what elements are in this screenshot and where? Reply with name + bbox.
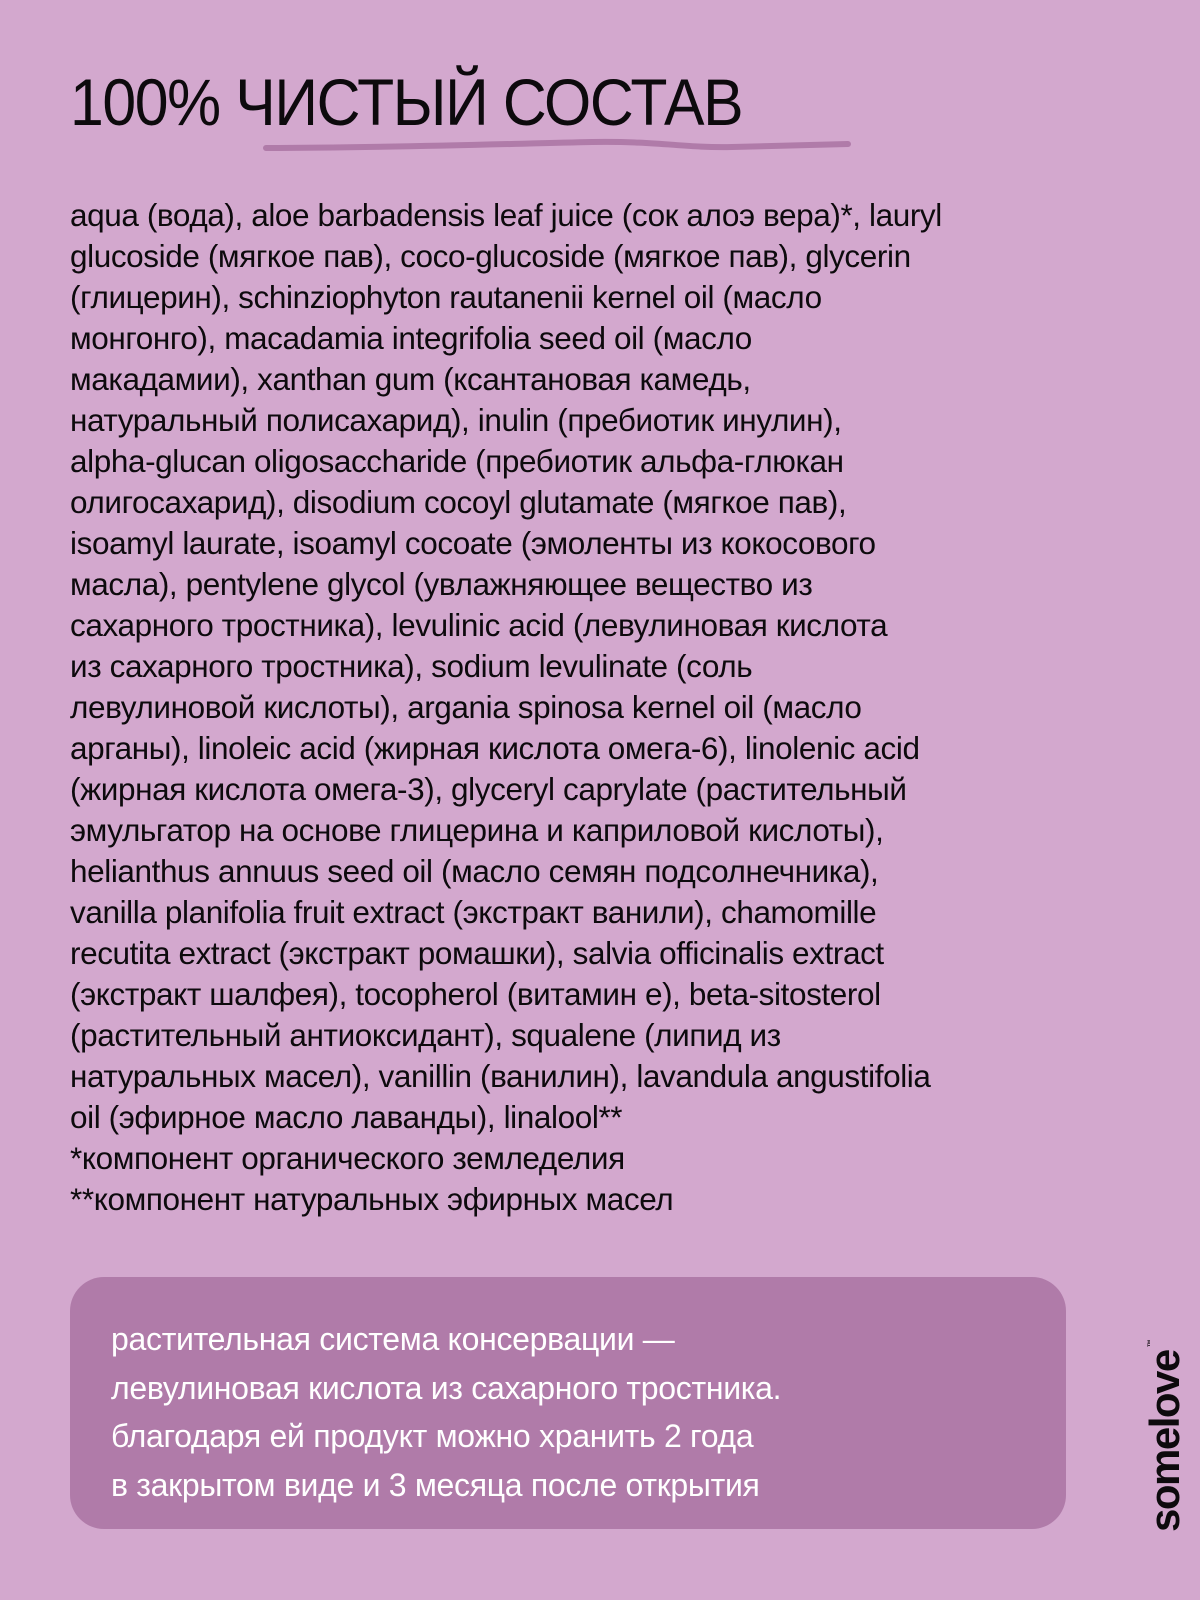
card-line: левулиновая кислота из сахарного тростника.	[111, 1369, 782, 1406]
ingredients-line: helianthus annuus seed oil (масло семян подсолнечника),	[70, 853, 879, 889]
page-title: 100% ЧИСТЫЙ СОСТАВ	[70, 65, 743, 139]
card-line: в закрытом виде и 3 месяца после открытия	[111, 1466, 760, 1503]
ingredients-line: левулиновой кислоты), argania spinosa kernel oil (масло	[70, 689, 862, 725]
ingredients-line: (растительный антиоксидант), squalene (липид из	[70, 1017, 781, 1053]
ingredients-line: натуральных масел), vanillin (ванилин), lavandula angustifolia	[70, 1058, 931, 1094]
ingredients-line: натуральный полисахарид), inulin (пребиотик инулин),	[70, 402, 842, 438]
ingredients-line: макадамии), xanthan gum (ксантановая камедь,	[70, 361, 751, 397]
ingredients-list	[70, 195, 1130, 1220]
ingredients-line: монгонго), macadamia integrifolia seed oil (масло	[70, 320, 752, 356]
card-line: благодаря ей продукт можно хранить 2 года	[111, 1418, 754, 1454]
ingredients-line: эмульгатор на основе глицерина и каприловой кислоты),	[70, 812, 884, 848]
trademark-symbol: ™	[1146, 1339, 1155, 1348]
footnote-organic: *компонент органического земледелия	[70, 1140, 625, 1176]
ingredients-line: (экстракт шалфея), tocopherol (витамин е), beta-sitosterol	[70, 976, 881, 1012]
ingredients-line: recutita extract (экстракт ромашки), salvia officinalis extract	[70, 935, 884, 971]
ingredients-line: олигосахарид), disodium cocoyl glutamate (мягкое пав),	[70, 484, 847, 520]
footnote-essential-oils: **компонент натуральных эфирных масел	[70, 1181, 674, 1217]
page-header	[70, 62, 801, 142]
ingredients-line: арганы), linoleic acid (жирная кислота омега-6), linolenic acid	[70, 730, 920, 766]
ingredients-line: isoamyl laurate, isoamyl cocoate (эмоленты из кокосового	[70, 525, 876, 561]
ingredients-line: (глицерин), schinziophyton rautanenii kernel oil (масло	[70, 279, 822, 315]
card-line: растительная система консервации —	[111, 1321, 675, 1357]
ingredients-line: alpha-glucan oligosaccharide (пребиотик альфа-глюкан	[70, 443, 844, 479]
ingredients-line: glucoside (мягкое пав), coco-glucoside (мягкое пав), glycerin	[70, 238, 911, 274]
preservation-info-card	[70, 1277, 1066, 1529]
title-underline-stroke	[262, 136, 852, 156]
ingredients-line: из сахарного тростника), sodium levulinate (соль	[70, 648, 753, 684]
ingredients-line: aqua (вода), aloe barbadensis leaf juice (сок алоэ вера)*, lauryl	[70, 197, 942, 233]
brand-logo	[1128, 1339, 1188, 1532]
brand-name: somelove	[1141, 1350, 1188, 1532]
ingredients-line: (жирная кислота омега-3), glyceryl caprylate (растительный	[70, 771, 907, 807]
ingredients-line: масла), pentylene glycol (увлажняющее вещество из	[70, 566, 813, 602]
ingredients-line: oil (эфирное масло лаванды), linalool**	[70, 1099, 623, 1135]
ingredients-line: vanilla planifolia fruit extract (экстракт ванили), chamomille	[70, 894, 877, 930]
ingredients-line: сахарного тростника), levulinic acid (левулиновая кислота	[70, 607, 888, 643]
